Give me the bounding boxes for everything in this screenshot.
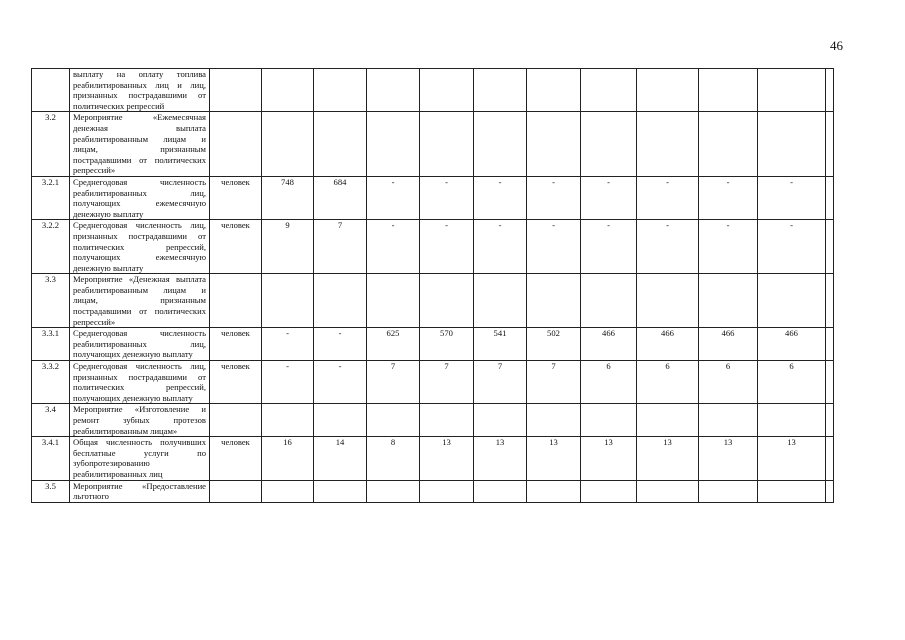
value-cell [826, 404, 834, 437]
row-number [32, 69, 70, 112]
value-cell [826, 69, 834, 112]
value-cell [758, 480, 826, 502]
value-cell [420, 69, 474, 112]
unit-cell: человек [210, 328, 262, 361]
value-cell [474, 480, 527, 502]
page-number: 46 [830, 38, 843, 53]
value-cell [420, 274, 474, 328]
value-cell: - [262, 328, 314, 361]
row-number: 3.2.1 [32, 176, 70, 219]
indicator-name: выплату на оплату топлива реабилитированных лиц и лиц, признанных пострадавшими от политических репрессий [70, 69, 210, 112]
value-cell: 8 [367, 437, 420, 480]
value-cell [262, 112, 314, 177]
value-cell: - [420, 220, 474, 274]
value-cell [367, 274, 420, 328]
value-cell [527, 69, 581, 112]
table-row [32, 176, 834, 219]
value-cell [262, 404, 314, 437]
value-cell [637, 69, 699, 112]
table-row [32, 480, 834, 502]
unit-cell: человек [210, 437, 262, 480]
value-cell [637, 112, 699, 177]
value-cell: - [314, 361, 367, 404]
unit-cell [210, 112, 262, 177]
value-cell [826, 176, 834, 219]
value-cell: 466 [637, 328, 699, 361]
value-cell: - [474, 176, 527, 219]
value-cell: - [637, 220, 699, 274]
value-cell [367, 112, 420, 177]
value-cell [826, 220, 834, 274]
value-cell: - [581, 176, 637, 219]
unit-cell: человек [210, 176, 262, 219]
value-cell [314, 274, 367, 328]
value-cell [420, 112, 474, 177]
indicator-name: Среднегодовая численность реабилитированных лиц, получающих ежемесячную денежную выплату [70, 176, 210, 219]
value-cell [581, 274, 637, 328]
value-cell: 13 [527, 437, 581, 480]
value-cell [314, 112, 367, 177]
value-cell: 748 [262, 176, 314, 219]
value-cell: - [367, 176, 420, 219]
value-cell: - [474, 220, 527, 274]
value-cell: 6 [637, 361, 699, 404]
value-cell: 13 [474, 437, 527, 480]
value-cell: 7 [527, 361, 581, 404]
table-row [32, 437, 834, 480]
value-cell [699, 480, 758, 502]
value-cell [699, 274, 758, 328]
value-cell: - [699, 220, 758, 274]
indicator-name: Мероприятие «Денежная выплата реабилитированным лицам и лицам, признанным пострадавшими от политических репрессий» [70, 274, 210, 328]
value-cell: 13 [758, 437, 826, 480]
value-cell [699, 404, 758, 437]
row-number: 3.2.2 [32, 220, 70, 274]
value-cell: 6 [699, 361, 758, 404]
unit-cell [210, 404, 262, 437]
value-cell [474, 112, 527, 177]
value-cell: 9 [262, 220, 314, 274]
value-cell [758, 69, 826, 112]
value-cell [637, 274, 699, 328]
value-cell [581, 112, 637, 177]
value-cell [420, 480, 474, 502]
value-cell [758, 112, 826, 177]
indicator-name: Среднегодовая численность реабилитированных лиц, получающих денежную выплату [70, 328, 210, 361]
value-cell: 541 [474, 328, 527, 361]
value-cell [581, 480, 637, 502]
value-cell: 13 [581, 437, 637, 480]
value-cell: 466 [699, 328, 758, 361]
value-cell: 7 [367, 361, 420, 404]
table-row [32, 69, 834, 112]
value-cell: 625 [367, 328, 420, 361]
value-cell [474, 274, 527, 328]
value-cell [527, 480, 581, 502]
value-cell [527, 274, 581, 328]
value-cell: 16 [262, 437, 314, 480]
value-cell: - [527, 220, 581, 274]
value-cell [367, 69, 420, 112]
row-number: 3.4.1 [32, 437, 70, 480]
value-cell: 570 [420, 328, 474, 361]
value-cell [420, 404, 474, 437]
value-cell: - [420, 176, 474, 219]
value-cell: 13 [699, 437, 758, 480]
value-cell [581, 404, 637, 437]
value-cell: - [758, 176, 826, 219]
value-cell [314, 69, 367, 112]
value-cell [699, 69, 758, 112]
table-row [32, 361, 834, 404]
value-cell [314, 480, 367, 502]
value-cell: 7 [474, 361, 527, 404]
value-cell [826, 274, 834, 328]
value-cell: 466 [581, 328, 637, 361]
unit-cell [210, 69, 262, 112]
value-cell [699, 112, 758, 177]
value-cell: - [637, 176, 699, 219]
value-cell: 466 [758, 328, 826, 361]
row-number: 3.2 [32, 112, 70, 177]
value-cell [581, 69, 637, 112]
value-cell: - [262, 361, 314, 404]
value-cell [826, 361, 834, 404]
value-cell: 13 [637, 437, 699, 480]
row-number: 3.3.1 [32, 328, 70, 361]
value-cell: 7 [314, 220, 367, 274]
indicator-name: Среднегодовая численность лиц, признанных пострадавшими от политических репрессий, получающих ежемесячную денежную выплату [70, 220, 210, 274]
indicator-name: Мероприятие «Предоставление льготного [70, 480, 210, 502]
value-cell: 13 [420, 437, 474, 480]
value-cell [826, 480, 834, 502]
value-cell: 502 [527, 328, 581, 361]
value-cell: 6 [581, 361, 637, 404]
value-cell: - [527, 176, 581, 219]
indicator-name: Общая численность получивших бесплатные услуги по зубопротезированию реабилитированных лиц [70, 437, 210, 480]
value-cell [826, 112, 834, 177]
value-cell: - [367, 220, 420, 274]
indicator-name: Мероприятие «Ежемесячная денежная выплата реабилитированным лицам и лицам, признанным пострадавшими от политических репрессий» [70, 112, 210, 177]
row-number: 3.5 [32, 480, 70, 502]
value-cell [758, 274, 826, 328]
value-cell [367, 480, 420, 502]
value-cell [262, 480, 314, 502]
value-cell [637, 480, 699, 502]
table-row [32, 112, 834, 177]
value-cell [314, 404, 367, 437]
indicator-name: Среднегодовая численность лиц, признанных пострадавшими от политических репрессий, получающих денежную выплату [70, 361, 210, 404]
unit-cell [210, 274, 262, 328]
value-cell [262, 274, 314, 328]
value-cell: - [758, 220, 826, 274]
value-cell [527, 404, 581, 437]
value-cell [474, 404, 527, 437]
row-number: 3.3.2 [32, 361, 70, 404]
indicator-name: Мероприятие «Изготовление и ремонт зубных протезов реабилитированным лицам» [70, 404, 210, 437]
value-cell: 6 [758, 361, 826, 404]
table-row [32, 220, 834, 274]
unit-cell: человек [210, 361, 262, 404]
value-cell: - [581, 220, 637, 274]
unit-cell [210, 480, 262, 502]
value-cell [367, 404, 420, 437]
value-cell [637, 404, 699, 437]
row-number: 3.3 [32, 274, 70, 328]
value-cell [262, 69, 314, 112]
value-cell [826, 328, 834, 361]
value-cell: - [314, 328, 367, 361]
value-cell [758, 404, 826, 437]
table-row [32, 274, 834, 328]
value-cell [826, 437, 834, 480]
indicators-table [31, 68, 834, 503]
value-cell [527, 112, 581, 177]
unit-cell: человек [210, 220, 262, 274]
value-cell [474, 69, 527, 112]
table-row [32, 328, 834, 361]
table-row [32, 404, 834, 437]
value-cell: 7 [420, 361, 474, 404]
row-number: 3.4 [32, 404, 70, 437]
value-cell: 14 [314, 437, 367, 480]
value-cell: - [699, 176, 758, 219]
value-cell: 684 [314, 176, 367, 219]
